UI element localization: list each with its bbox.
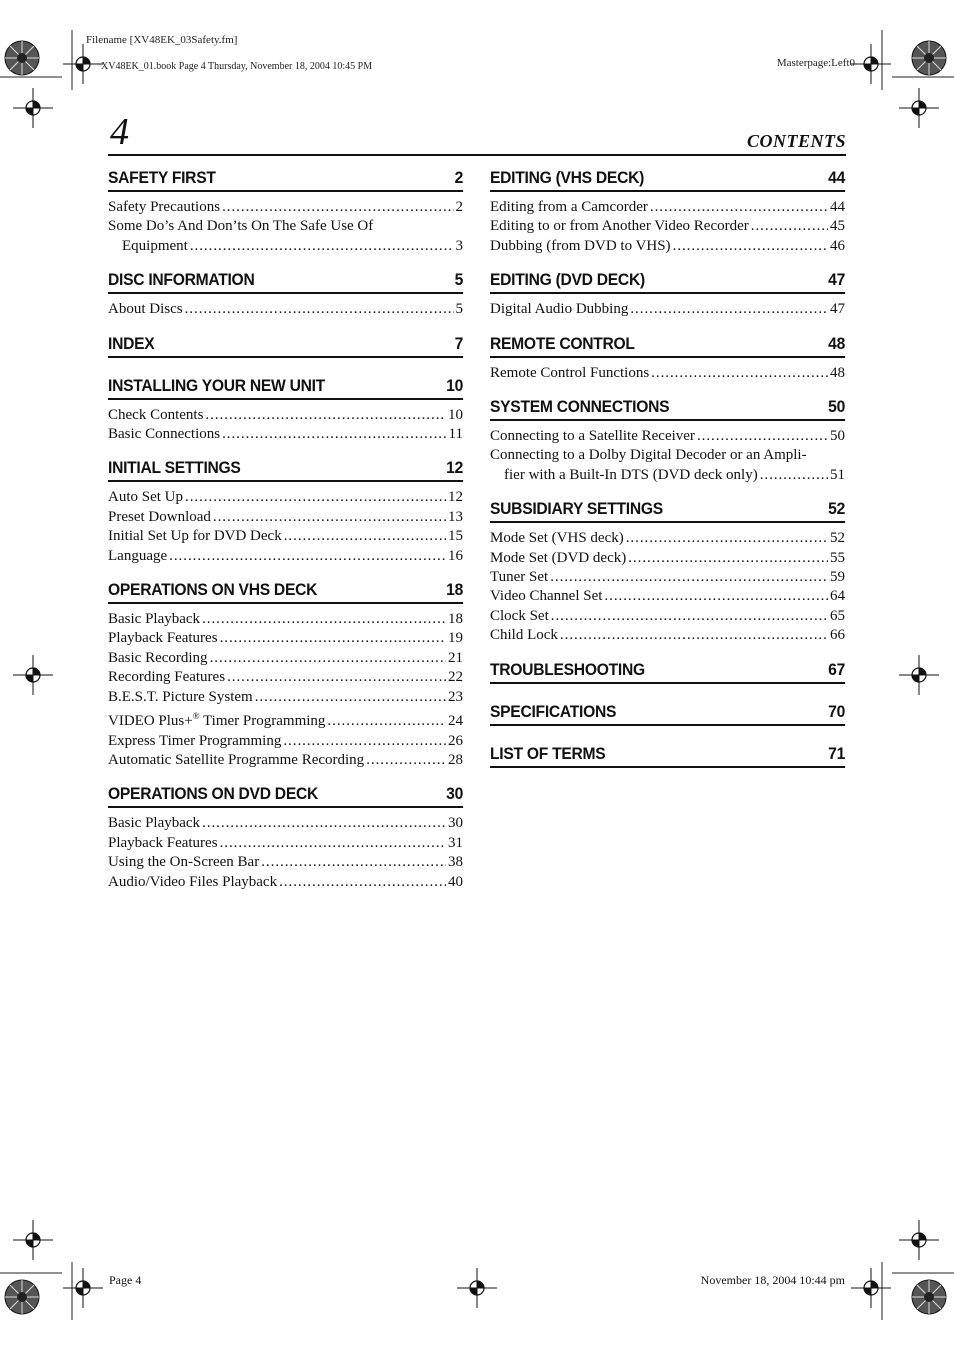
- toc-entry[interactable]: [108, 198, 463, 217]
- toc-entry-page: 23: [448, 688, 463, 705]
- toc-entry-page: 52: [830, 530, 845, 547]
- toc-entry[interactable]: [108, 610, 463, 629]
- print-book-line: XV48EK_01.book Page 4 Thursday, November 18, 2004 10:45 PM: [101, 61, 373, 72]
- contents-section: [108, 572, 463, 776]
- toc-entry[interactable]: [490, 466, 845, 485]
- section-heading-title: TROUBLESHOOTING: [490, 659, 645, 679]
- toc-entry[interactable]: [490, 549, 845, 568]
- toc-entry[interactable]: [108, 814, 463, 833]
- toc-entry-page: 55: [830, 549, 845, 566]
- section-heading[interactable]: [108, 368, 463, 400]
- section-heading-page: 47: [828, 270, 846, 290]
- section-heading[interactable]: [490, 326, 845, 358]
- section-heading-title: INDEX: [108, 333, 155, 353]
- toc-leader-dots: [205, 406, 446, 425]
- toc-entry-label: Connecting to a Dolby Digital Decoder or an Ampli-: [490, 447, 807, 464]
- print-filename: Filename [XV48EK_03Safety.fm]: [86, 34, 238, 46]
- footer-date: November 18, 2004 10:44 pm: [700, 1273, 845, 1287]
- toc-entry-label: Playback Features: [108, 630, 218, 647]
- toc-entry[interactable]: [108, 688, 463, 707]
- toc-entry[interactable]: [108, 547, 463, 566]
- footer-page: Page 4: [109, 1273, 142, 1287]
- toc-entry[interactable]: [108, 508, 463, 527]
- toc-entry[interactable]: [490, 529, 845, 548]
- contents-section: [108, 326, 463, 368]
- toc-entry-label: Editing from a Camcorder: [490, 199, 648, 215]
- toc-entry-label: Initial Set Up for DVD Deck: [108, 528, 282, 545]
- section-heading-page: 52: [828, 499, 846, 519]
- toc-entry-label: Video Channel Set: [490, 588, 603, 605]
- section-heading-page: 71: [828, 743, 846, 763]
- toc-entry[interactable]: [108, 707, 463, 731]
- toc-entry[interactable]: [108, 649, 463, 668]
- toc-entry-page: 18: [448, 611, 463, 628]
- toc-entry-page: 28: [448, 751, 463, 768]
- section-heading-title: DISC INFORMATION: [108, 270, 255, 290]
- toc-leader-dots: [697, 427, 828, 446]
- toc-leader-dots: [222, 198, 453, 217]
- toc-leader-dots: [366, 751, 446, 770]
- section-heading-page: 50: [828, 397, 846, 417]
- contents-section: [108, 776, 463, 898]
- section-heading[interactable]: [490, 652, 845, 684]
- toc-entry[interactable]: [108, 217, 463, 236]
- toc-entry-label: Basic Playback: [108, 611, 201, 628]
- toc-leader-dots: [185, 488, 446, 507]
- toc-entry[interactable]: [490, 300, 845, 319]
- toc-leader-dots: [327, 712, 446, 731]
- section-heading-title: SPECIFICATIONS: [490, 701, 617, 721]
- toc-leader-dots: [751, 217, 828, 236]
- toc-entry-page: 48: [830, 364, 845, 381]
- toc-leader-dots: [760, 466, 828, 485]
- toc-entry[interactable]: [108, 425, 463, 444]
- toc-entry-page: 22: [448, 669, 463, 686]
- section-heading-page: 10: [446, 375, 464, 395]
- toc-entry-page: 40: [448, 873, 463, 890]
- toc-entry[interactable]: [108, 237, 463, 256]
- toc-leader-dots: [220, 629, 446, 648]
- section-heading-page: 18: [446, 580, 464, 600]
- toc-entry-page: 24: [448, 713, 463, 730]
- toc-entry-page: 31: [448, 834, 463, 851]
- toc-leader-dots: [202, 814, 446, 833]
- section-heading-page: 44: [828, 168, 846, 187]
- toc-entry[interactable]: [490, 626, 845, 645]
- toc-leader-dots: [210, 649, 446, 668]
- contents-section: [490, 736, 845, 778]
- toc-leader-dots: [213, 508, 446, 527]
- toc-entry-page: 10: [448, 406, 463, 423]
- section-heading-title: OPERATIONS ON DVD DECK: [108, 784, 319, 804]
- toc-entry-label: Editing to or from Another Video Recorder: [490, 218, 749, 235]
- toc-entry-label: Basic Connections: [108, 426, 221, 443]
- toc-entry[interactable]: [490, 427, 845, 446]
- section-heading-title: SUBSIDIARY SETTINGS: [490, 499, 663, 519]
- toc-leader-dots: [227, 668, 446, 687]
- contents-section: [490, 326, 845, 389]
- toc-entry-label: Preset Download: [108, 508, 211, 525]
- section-heading-title: EDITING (DVD DECK): [490, 270, 645, 290]
- toc-entry-label: Automatic Satellite Programme Recording: [108, 751, 365, 768]
- toc-entry-label: Express Timer Programming: [108, 732, 282, 749]
- toc-entry-label: Equipment: [122, 237, 188, 254]
- toc-entry-label: Child Lock: [490, 627, 558, 644]
- toc-entry-label: About Discs: [108, 301, 183, 318]
- toc-entry-page: 51: [830, 466, 845, 483]
- toc-entry[interactable]: [108, 834, 463, 853]
- toc-entry-page: 50: [830, 428, 845, 445]
- contents-section: [490, 262, 845, 325]
- toc-entry-page: 66: [830, 627, 845, 644]
- toc-entry[interactable]: [108, 853, 463, 872]
- toc-entry-label: Audio/Video Files Playback: [108, 873, 278, 890]
- contents-section: [108, 450, 463, 572]
- section-heading-title: REMOTE CONTROL: [490, 333, 635, 353]
- section-heading-page: 12: [446, 458, 464, 478]
- toc-entry-page: 59: [830, 569, 845, 586]
- toc-entry[interactable]: [490, 568, 845, 587]
- toc-entry-label: Connecting to a Satellite Receiver: [490, 428, 695, 445]
- toc-entry-page: 16: [448, 547, 463, 564]
- section-heading-page: 70: [828, 701, 846, 721]
- toc-entry-page: 5: [455, 301, 463, 318]
- section-heading[interactable]: [490, 736, 845, 768]
- section-heading-page: 30: [446, 784, 464, 804]
- section-heading-page: 5: [454, 270, 464, 290]
- toc-leader-dots: [673, 237, 828, 256]
- section-heading-page: 48: [828, 333, 846, 353]
- toc-entry-label: Mode Set (VHS deck): [490, 530, 624, 547]
- toc-entry[interactable]: [490, 198, 845, 217]
- toc-entry-label: Remote Control Functions: [490, 364, 650, 381]
- contents-section: [490, 491, 845, 651]
- toc-entry-label: VIDEO Plus+® Timer Programming: [108, 711, 326, 730]
- toc-leader-dots: [255, 688, 446, 707]
- section-heading[interactable]: [108, 776, 463, 808]
- contents-section: [490, 694, 845, 736]
- section-heading-title: EDITING (VHS DECK): [490, 168, 645, 187]
- toc-entry[interactable]: [490, 446, 845, 465]
- section-heading[interactable]: [108, 450, 463, 482]
- section-heading-title: LIST OF TERMS: [490, 743, 606, 763]
- toc-leader-dots: [283, 732, 446, 751]
- section-heading[interactable]: [108, 262, 463, 294]
- toc-entry-label: Using the On-Screen Bar: [108, 854, 260, 871]
- toc-leader-dots: [279, 873, 446, 892]
- toc-entry[interactable]: [108, 300, 463, 319]
- toc-leader-dots: [261, 853, 446, 872]
- toc-leader-dots: [284, 527, 446, 546]
- toc-entry-page: 2: [455, 199, 463, 215]
- section-heading-page: 2: [454, 168, 464, 187]
- toc-entry[interactable]: [108, 406, 463, 425]
- toc-leader-dots: [185, 300, 454, 319]
- toc-entry-label: Digital Audio Dubbing: [490, 301, 629, 318]
- toc-entry-page: 38: [448, 854, 463, 871]
- toc-entry-page: 44: [830, 199, 845, 215]
- toc-entry[interactable]: [108, 751, 463, 770]
- section-heading-title: SAFETY FIRST: [108, 168, 216, 187]
- section-heading-title: SYSTEM CONNECTIONS: [490, 397, 670, 417]
- toc-leader-dots: [560, 626, 828, 645]
- toc-entry[interactable]: [490, 607, 845, 626]
- toc-entry[interactable]: [490, 364, 845, 383]
- section-heading[interactable]: [108, 160, 463, 192]
- toc-entry-page: 12: [448, 489, 463, 506]
- toc-entry-page: 13: [448, 508, 463, 525]
- toc-entry-label: B.E.S.T. Picture System: [108, 688, 253, 705]
- section-heading-page: 67: [828, 659, 846, 679]
- contents-section: [490, 389, 845, 491]
- toc-entry-label: Dubbing (from DVD to VHS): [490, 237, 671, 254]
- section-heading[interactable]: [108, 572, 463, 604]
- toc-entry-label: Some Do’s And Don’ts On The Safe Use Of: [108, 218, 374, 235]
- toc-entry[interactable]: [490, 237, 845, 256]
- toc-entry-label: Tuner Set: [490, 569, 549, 586]
- toc-entry-label: fier with a Built-In DTS (DVD deck only): [504, 466, 758, 483]
- toc-leader-dots: [202, 610, 446, 629]
- toc-entry-label: Check Contents: [108, 406, 204, 423]
- toc-entry-label: Clock Set: [490, 607, 549, 624]
- contents-section: [108, 262, 463, 325]
- contents-section: [108, 368, 463, 451]
- toc-entry-page: 30: [448, 815, 463, 832]
- toc-entry[interactable]: [108, 873, 463, 892]
- section-heading[interactable]: [490, 262, 845, 294]
- toc-entry-page: 64: [830, 588, 845, 605]
- toc-entry-label: Recording Features: [108, 669, 226, 686]
- section-heading[interactable]: [490, 389, 845, 421]
- section-heading[interactable]: [490, 491, 845, 523]
- contents-section: [490, 160, 845, 262]
- toc-leader-dots: [626, 529, 828, 548]
- section-heading-title: OPERATIONS ON VHS DECK: [108, 580, 318, 600]
- contents-right-column: [490, 160, 845, 778]
- toc-entry-label: Language: [108, 547, 168, 564]
- toc-entry-page: 65: [830, 607, 845, 624]
- toc-entry[interactable]: [108, 629, 463, 648]
- toc-entry[interactable]: [490, 217, 845, 236]
- toc-leader-dots: [220, 834, 446, 853]
- contents-left-column: [108, 160, 463, 898]
- toc-entry[interactable]: [108, 527, 463, 546]
- toc-entry[interactable]: [108, 732, 463, 751]
- page-number: 4: [110, 111, 129, 153]
- section-heading-page: 7: [454, 333, 464, 353]
- toc-entry-page: 26: [448, 732, 463, 749]
- contents-section: [108, 160, 463, 262]
- toc-leader-dots: [169, 547, 446, 566]
- toc-entry-page: 15: [448, 528, 463, 545]
- toc-entry-page: 45: [830, 218, 845, 235]
- toc-entry-page: 46: [830, 237, 845, 254]
- toc-leader-dots: [651, 364, 828, 383]
- toc-leader-dots: [551, 607, 828, 626]
- toc-entry-page: 3: [455, 237, 463, 254]
- toc-entry-label: Basic Playback: [108, 815, 201, 832]
- contents-section: [490, 652, 845, 694]
- toc-leader-dots: [190, 237, 454, 256]
- toc-entry-label: Basic Recording: [108, 649, 208, 666]
- section-heading[interactable]: [490, 160, 845, 192]
- print-masterpage: Masterpage:Left0: [776, 57, 855, 69]
- header-rule: [108, 154, 846, 156]
- toc-entry[interactable]: [490, 587, 845, 606]
- section-heading[interactable]: [490, 694, 845, 726]
- toc-leader-dots: [650, 198, 828, 217]
- toc-entry-page: 47: [830, 301, 845, 318]
- page-title: CONTENTS: [746, 131, 846, 151]
- toc-leader-dots: [628, 549, 828, 568]
- section-heading-title: INSTALLING YOUR NEW UNIT: [108, 375, 325, 395]
- toc-entry-page: 19: [448, 630, 463, 647]
- toc-leader-dots: [550, 568, 828, 587]
- toc-entry-label: Auto Set Up: [108, 489, 183, 506]
- toc-entry-label: Playback Features: [108, 834, 218, 851]
- toc-entry[interactable]: [108, 488, 463, 507]
- toc-entry[interactable]: [108, 668, 463, 687]
- toc-entry-label: Safety Precautions: [108, 199, 221, 215]
- section-heading[interactable]: [108, 326, 463, 358]
- toc-entry-page: 21: [448, 649, 463, 666]
- toc-leader-dots: [604, 587, 828, 606]
- section-heading-title: INITIAL SETTINGS: [108, 458, 241, 478]
- toc-leader-dots: [630, 300, 828, 319]
- toc-entry-label: Mode Set (DVD deck): [490, 549, 627, 566]
- toc-entry-page: 11: [448, 426, 463, 443]
- toc-leader-dots: [222, 425, 446, 444]
